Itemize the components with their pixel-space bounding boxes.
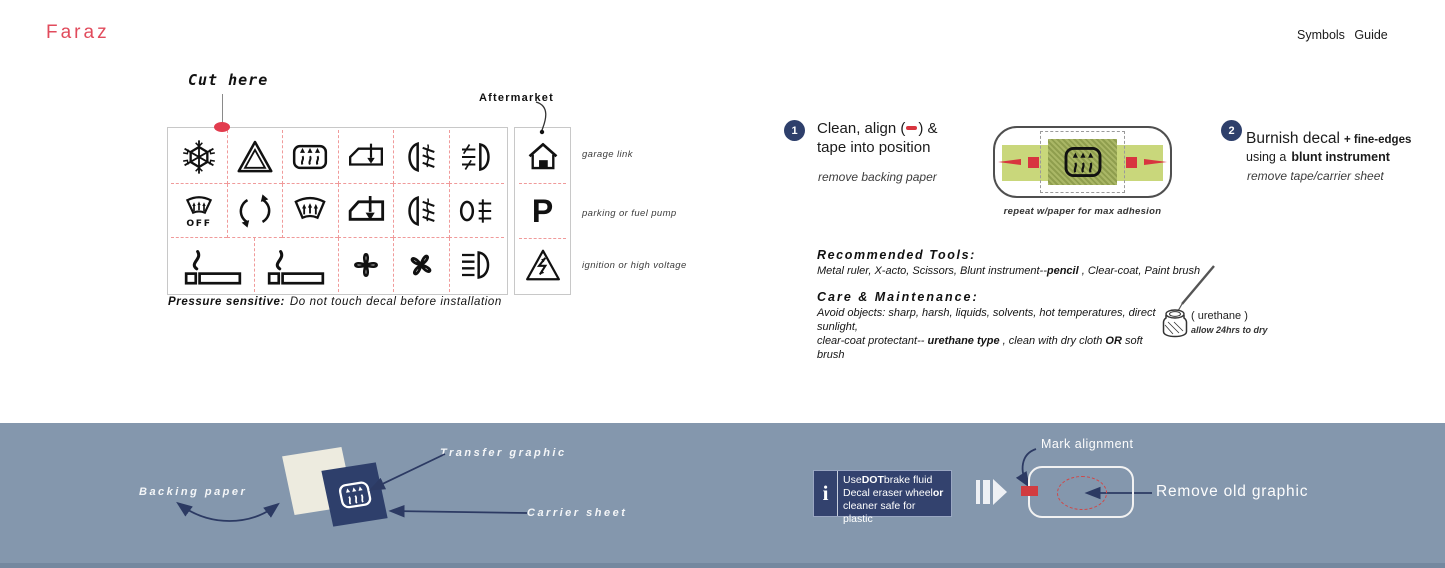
old-graphic-ellipse	[1057, 476, 1107, 510]
care-line2-pre: clear-coat protectant--	[817, 335, 928, 347]
info-line-1-bold: DOT	[861, 474, 884, 486]
pressure-sensitive-title: Pressure sensitive:	[168, 296, 285, 308]
cigarette-lighter-icon	[171, 238, 254, 292]
step-2-title-suffix: + fine-edges	[1343, 134, 1412, 146]
care-line2-post: soft brush	[817, 335, 1143, 361]
urethane-label: ( urethane )	[1191, 310, 1248, 322]
info-line-1-pre: Use	[843, 474, 862, 486]
fog-lamp-front-icon	[393, 184, 449, 238]
urethane-note: allow 24hrs to dry	[1191, 325, 1268, 335]
step-2-line2-pre: using a	[1246, 150, 1287, 164]
aftermarket-pointer-line	[528, 100, 558, 140]
fan-icon	[338, 238, 394, 292]
ignition-label: ignition or high voltage	[582, 260, 687, 271]
page-title: Symbols Guide	[1297, 28, 1388, 42]
step-1-line1-post: ) &	[918, 120, 938, 137]
transfer-graphic-arrow	[372, 454, 445, 489]
warning-triangle-icon	[227, 130, 283, 184]
tools-body-bold: pencil	[1046, 265, 1079, 277]
alignment-dash-icon	[906, 126, 917, 130]
alignment-mark	[1021, 486, 1038, 496]
pressure-sensitive-note	[168, 296, 502, 308]
defrost-off-icon	[171, 184, 227, 238]
arrow-bar-2	[983, 480, 990, 504]
application-layers-band	[0, 423, 1445, 568]
press-direction-arrows	[995, 128, 1170, 196]
tools-body-pre: Metal ruler, X-acto, Scissors, Blunt instrument--	[817, 265, 1047, 277]
step-1-badge: 1	[784, 120, 805, 141]
fog-lamp-rear-icon	[449, 130, 505, 184]
aftermarket-label: Aftermarket	[479, 92, 554, 104]
care-body	[817, 306, 1162, 362]
transfer-graphic-label: Transfer graphic	[440, 447, 567, 459]
info-line-2-pre: Decal eraser wheel	[843, 487, 933, 499]
high-voltage-icon	[519, 239, 566, 292]
step-2-title-main: Burnish decal	[1246, 130, 1340, 147]
carrier-sheet-graphic	[321, 462, 387, 526]
tools-body	[817, 264, 1200, 278]
paint-brush-icon	[1168, 262, 1218, 314]
windshield-defrost-icon	[282, 184, 338, 238]
rear-defrost-icon	[282, 130, 338, 184]
info-icon: i	[814, 471, 838, 516]
symbol-grid-row-1	[171, 130, 504, 184]
symbol-grid	[167, 127, 508, 295]
cut-here-label: Cut here	[188, 71, 269, 89]
parking-icon: P	[519, 184, 566, 238]
brand-logo: Faraz	[46, 22, 110, 43]
step-1-title	[817, 119, 938, 157]
next-step-arrow-icon	[976, 479, 1007, 505]
symbol-grid-row-2	[171, 184, 504, 238]
info-line-3-pre: cleaner safe for plastic	[843, 500, 916, 525]
headlight-beam-icon	[449, 238, 505, 292]
illustration-caption: repeat w/paper for max adhesion	[1003, 206, 1162, 217]
tape-position-illustration	[993, 126, 1172, 198]
recirculation-icon	[338, 130, 394, 184]
urethane-jar-icon	[1162, 308, 1188, 338]
carrier-sheet-label: Carrier sheet	[527, 507, 628, 519]
fan-spin-icon	[393, 238, 449, 292]
svg-text:OFF: OFF	[186, 217, 212, 229]
symbol-grid-row-3	[171, 238, 504, 292]
care-line2-bold2: OR	[1105, 335, 1122, 347]
snowflake-icon	[171, 130, 227, 184]
info-line-2-bold: or	[932, 487, 944, 499]
side-lamps-icon	[449, 184, 505, 238]
backing-paper-arrow	[179, 504, 277, 521]
step-1-note: remove backing paper	[818, 170, 937, 184]
step-1-line2: tape into position	[817, 139, 931, 156]
band-footer-strip	[0, 563, 1445, 568]
cut-here-line	[222, 94, 223, 124]
tools-body-post: , Clear-coat, Paint brush	[1078, 265, 1201, 277]
parking-label: parking or fuel pump	[582, 208, 677, 219]
step-1-line1-pre: Clean, align (	[817, 120, 906, 137]
transfer-graphic-icon	[335, 478, 374, 511]
carrier-sheet-arrow	[392, 511, 527, 513]
backing-paper-label: Backing paper	[139, 486, 248, 498]
care-line1: Avoid objects: sharp, harsh, liquids, solvents, hot temperatures, direct sunlight,	[817, 307, 1156, 333]
step-2-note: remove tape/carrier sheet	[1247, 169, 1384, 183]
step-2-badge: 2	[1221, 120, 1242, 141]
info-text	[838, 471, 951, 525]
garage-link-label: garage link	[582, 149, 633, 160]
cut-here-dot	[214, 122, 230, 132]
tools-heading: Recommended Tools:	[817, 248, 976, 262]
cigarette-lighter-icon	[254, 238, 337, 292]
info-line-2	[843, 487, 946, 500]
fog-lamp-front-icon	[393, 130, 449, 184]
arrow-bar-1	[976, 480, 980, 504]
aftermarket-column	[514, 127, 571, 295]
circulate-icon	[227, 184, 283, 238]
care-line2-bold: urethane type	[927, 335, 1000, 347]
care-heading: Care & Maintenance:	[817, 290, 979, 304]
care-line2-mid: , clean with dry cloth	[999, 335, 1106, 347]
info-line-1-post: brake fluid	[883, 474, 933, 486]
step-2-line2-bold: blunt instrument	[1291, 150, 1390, 164]
recirculation-bold-icon	[338, 184, 394, 238]
info-line-3	[843, 500, 946, 526]
arrow-head	[993, 479, 1007, 505]
remove-old-graphic-label: Remove old graphic	[1156, 483, 1309, 500]
pressure-sensitive-text: Do not touch decal before installation	[289, 296, 502, 308]
info-box	[813, 470, 952, 525]
mark-alignment-label: Mark alignment	[1041, 437, 1134, 451]
step-2-title	[1246, 130, 1411, 166]
info-line-1	[843, 474, 946, 487]
